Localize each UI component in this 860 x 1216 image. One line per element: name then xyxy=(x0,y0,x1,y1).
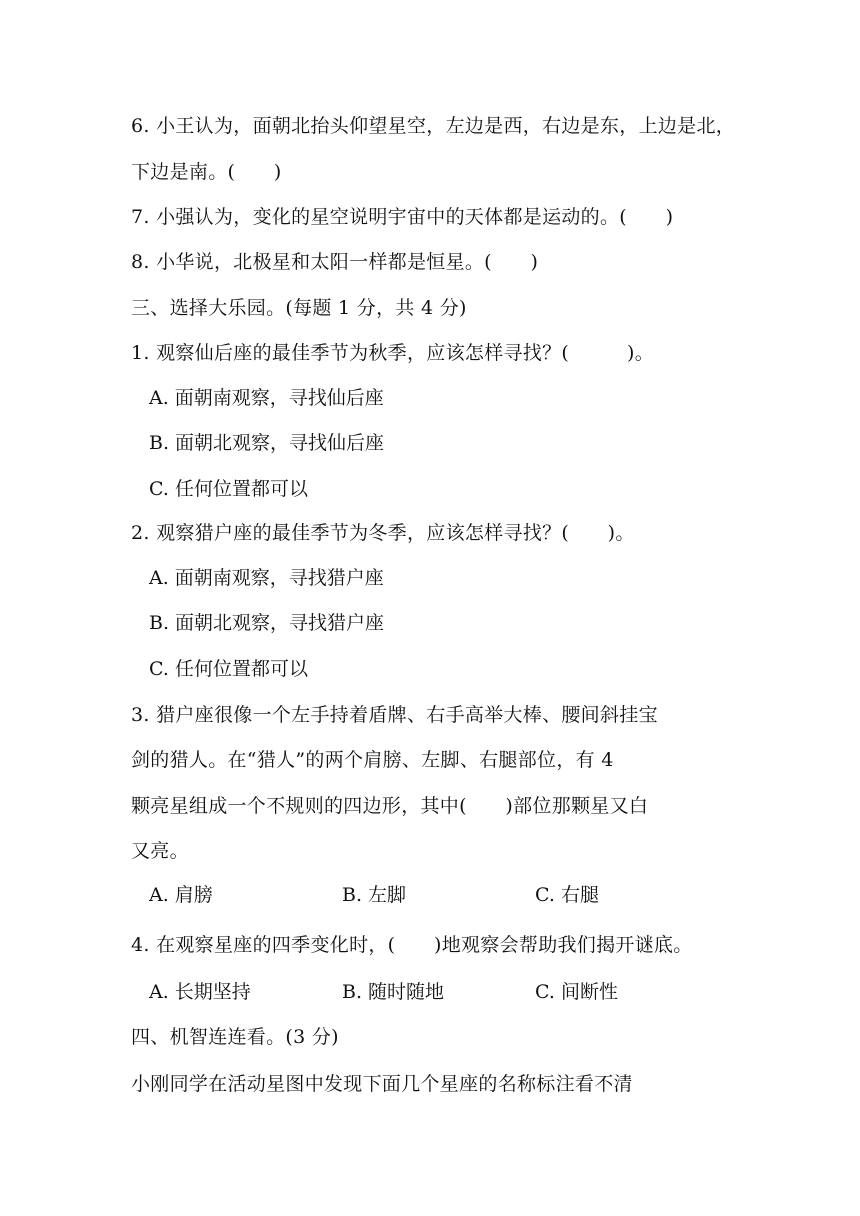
section3-heading: 三、选择大乐园。(每题 1 分，共 4 分) xyxy=(131,297,467,319)
q3-4-option-c: C. 间断性 xyxy=(535,981,618,1003)
q3-3-stem-line4: 又亮。 xyxy=(131,840,189,862)
q3-1-stem: 1. 观察仙后座的最佳季节为秋季，应该怎样寻找？( )。 xyxy=(131,342,654,364)
q3-3-stem-line3: 颗亮星组成一个不规则的四边形，其中( )部位那颗星又白 xyxy=(131,795,649,817)
q3-3-option-a: A. 肩膀 xyxy=(149,884,213,906)
section4-heading: 四、机智连连看。(3 分) xyxy=(131,1026,339,1048)
q3-3-option-c: C. 右腿 xyxy=(535,884,599,906)
q3-2-option-a: A. 面朝南观察，寻找猎户座 xyxy=(149,567,384,589)
q3-3-option-b: B. 左脚 xyxy=(342,884,407,906)
q8-statement: 8. 小华说，北极星和太阳一样都是恒星。( ) xyxy=(131,251,539,273)
q3-2-option-c: C. 任何位置都可以 xyxy=(149,658,308,680)
q3-2-option-b: B. 面朝北观察，寻找猎户座 xyxy=(149,612,385,634)
q6-line2: 下边是南。( ) xyxy=(131,161,282,183)
q7-statement: 7. 小强认为，变化的星空说明宇宙中的天体都是运动的。( ) xyxy=(131,206,674,228)
q3-4-option-b: B. 随时随地 xyxy=(342,981,445,1003)
q3-1-option-c: C. 任何位置都可以 xyxy=(149,478,308,500)
q3-2-stem: 2. 观察猎户座的最佳季节为冬季，应该怎样寻找？( )。 xyxy=(131,522,635,544)
q3-4-option-a: A. 长期坚持 xyxy=(149,981,251,1003)
q6-line1: 6. 小王认为，面朝北抬头仰望星空，左边是西，右边是东，上边是北， xyxy=(131,115,736,137)
q3-3-stem-line1: 3. 猎户座很像一个左手持着盾牌、右手高举大棒、腰间斜挂宝 xyxy=(131,704,658,726)
q3-3-stem-line2: 剑的猎人。在“猎人”的两个肩膀、左脚、右腿部位，有 4 xyxy=(131,749,614,771)
q3-4-stem: 4. 在观察星座的四季变化时，( )地观察会帮助我们揭开谜底。 xyxy=(131,934,693,956)
q3-1-option-a: A. 面朝南观察，寻找仙后座 xyxy=(149,387,384,409)
q3-1-option-b: B. 面朝北观察，寻找仙后座 xyxy=(149,432,385,454)
section4-intro: 小刚同学在活动星图中发现下面几个星座的名称标注看不清 xyxy=(131,1073,633,1095)
